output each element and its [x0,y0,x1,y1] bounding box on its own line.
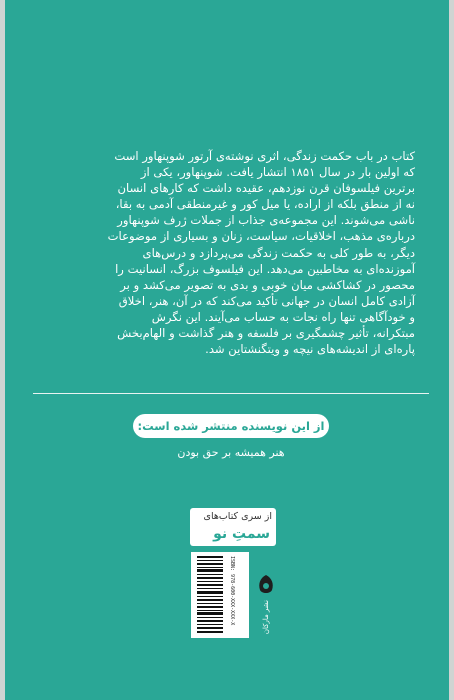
barcode-icon [197,556,223,634]
blurb-text: کتاب در باب حکمت زندگی، اثری نوشته‌ی آرتور شوپنهاور است که اولین بار در سال ۱۸۵۱ انتشار یافت. شوپنهاور، یکی از برترین فیلسوفان قرن نوزدهم، عقیده داشت که کارهای انسان نه از منطق بلکه از اراده، یا میل کور و غیرمنطقی آدمی به بقا، ناشی می‌شوند. این مجموعه‌ی جذاب از جملات ژرف شوپنهاور درباره‌ی مذهب، اخلاقیات، سیاست، زنان و بسیاری از موضوعات دیگر، به طور کلی به حکمت زندگی می‌پردازد و درس‌های آموزنده‌ای به مخاطبین می‌دهد. این فیلسوف بزرگ، انسانیت را محصور در کشاکشی میان خوبی و بدی به تصویر می‌کشد و بر آزادی کامل انسان در جهانی تأکید می‌کند که در آن، هنر، اخلاق و خودآگاهی تنها راه نجات به حساب می‌آیند. این نگرش مبتکرانه، تأثیر چشمگیری بر فلسفه و هنر گذاشت و الهام‌بخش پاره‌ای از اندیشه‌های نیچه و ویتگنشتاین شد. [107,149,415,357]
back-cover [5,0,449,700]
divider-line [33,393,429,394]
author-books-label: از این نویسنده منتشر شده است: [137,419,325,433]
publisher-logo-icon [256,574,276,596]
related-book-title: هنر همیشه بر حق بودن [177,446,285,459]
barcode-block [191,552,249,638]
series-name: سمتِ نو [213,526,270,542]
author-books-pill [133,414,329,438]
publisher-logo [255,552,277,638]
isbn-text: ISBN: 978-600-XXX-XXX-X [229,556,235,626]
publisher-name: نشر مارکان [262,600,270,635]
series-badge [190,508,276,546]
series-prefix: از سری کتاب‌های [203,511,272,522]
